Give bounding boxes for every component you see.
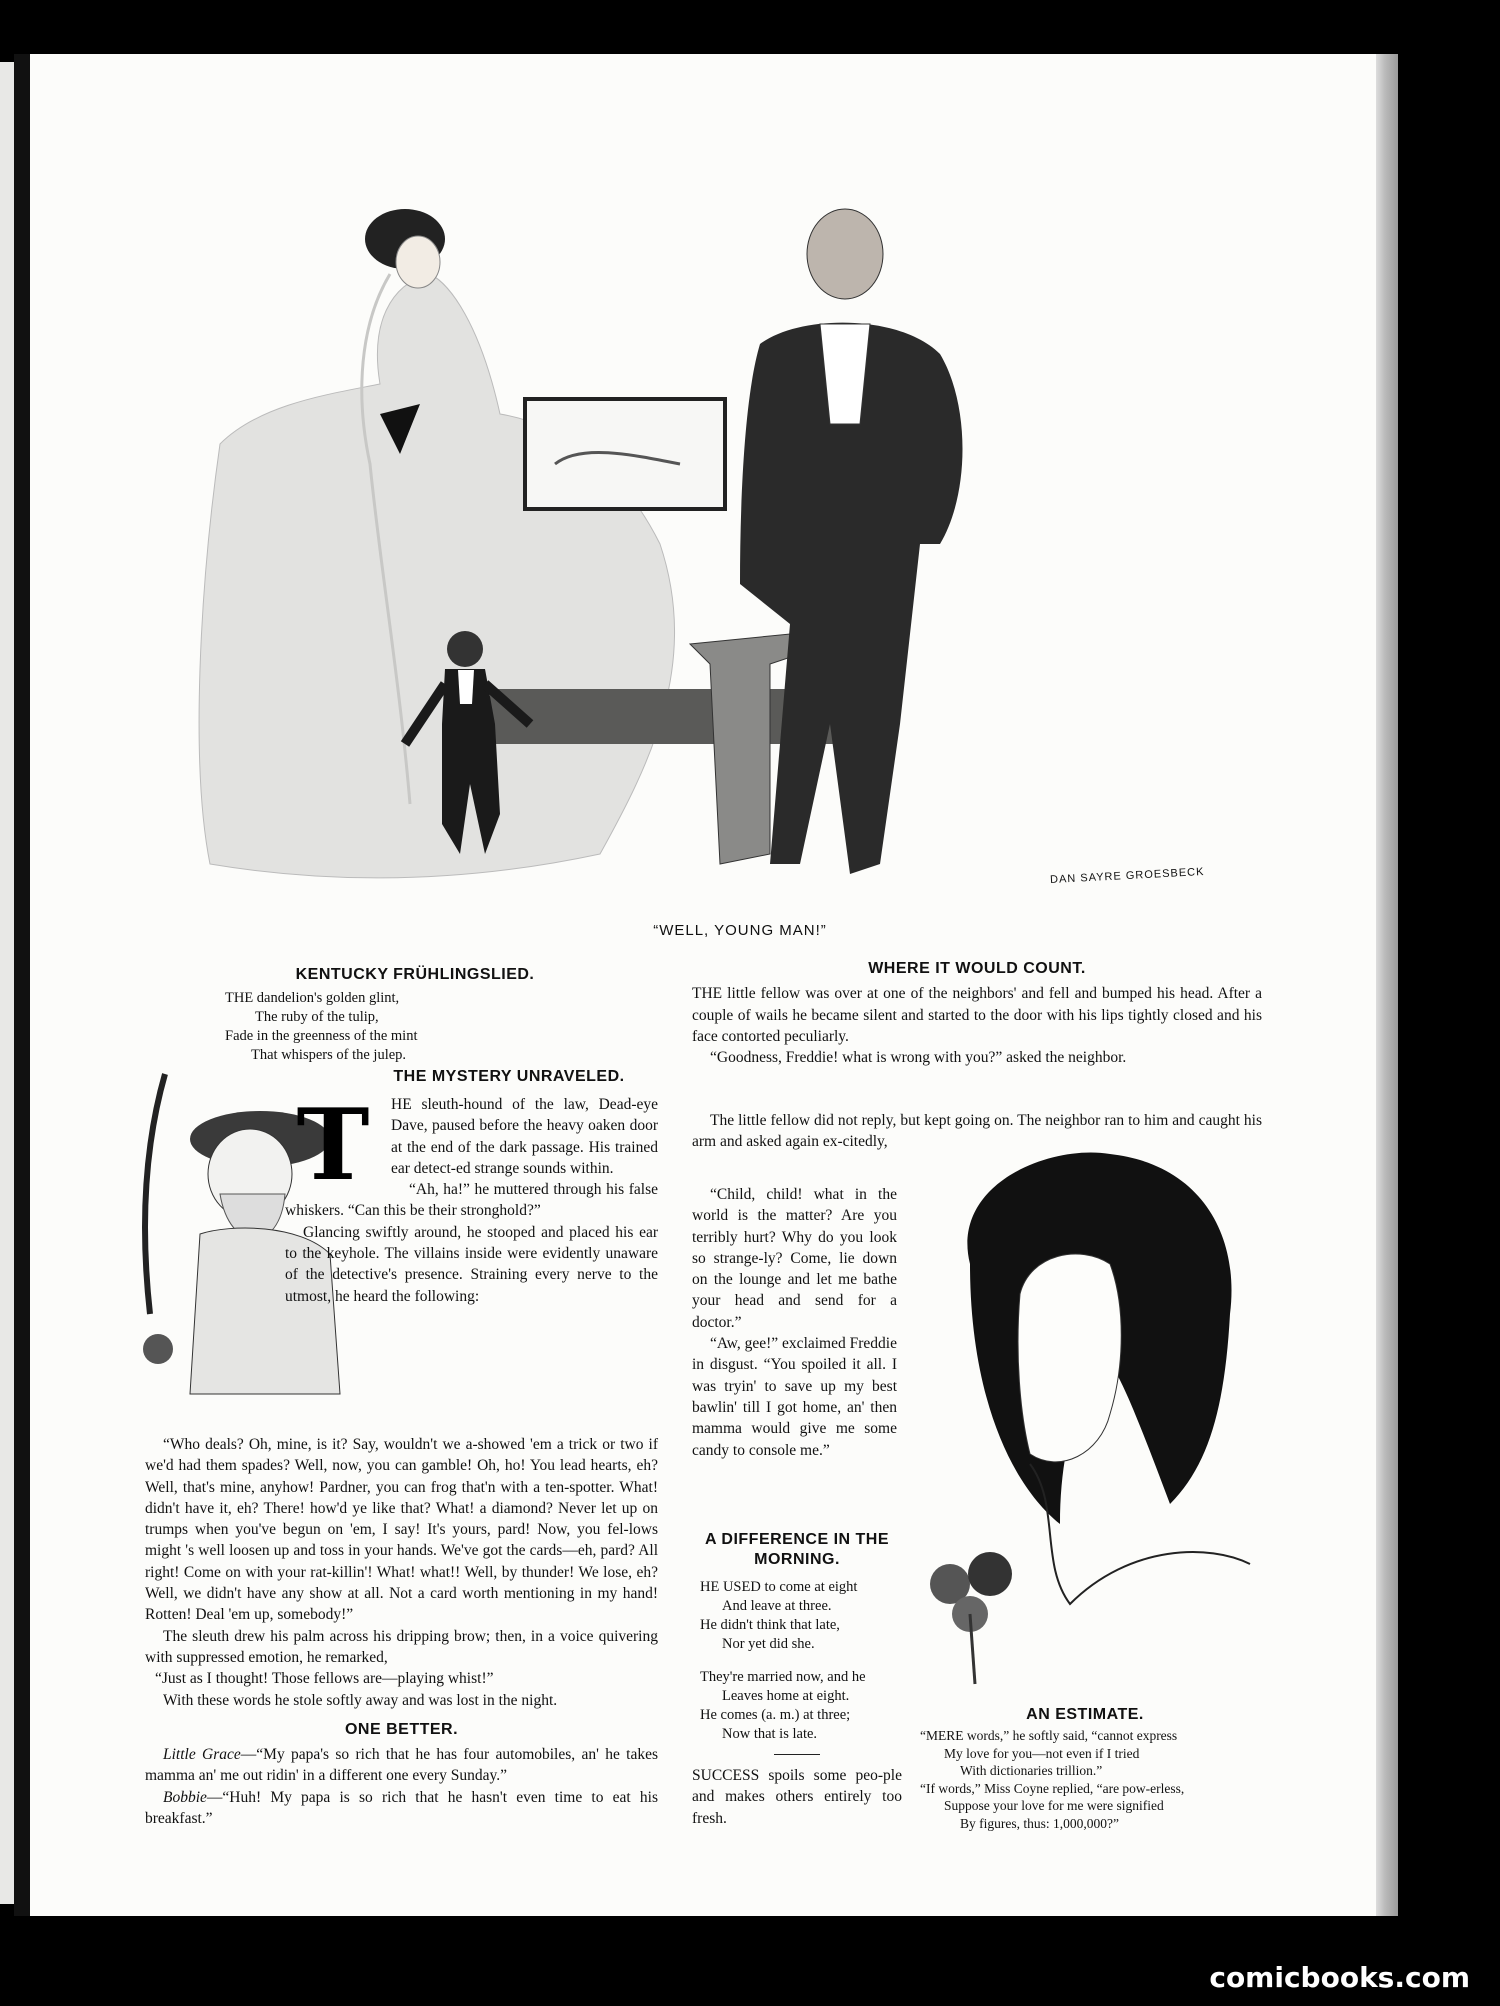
mystery-section bbox=[360, 1066, 658, 1087]
one-better-line: Bobbie—“Huh! My papa is so rich that he hasn't even time to eat his breakfast.” bbox=[145, 1788, 658, 1828]
page-edge bbox=[1376, 54, 1398, 1916]
poem-line: He didn't think that late, bbox=[700, 1617, 840, 1633]
estimate-section bbox=[920, 1704, 1250, 1832]
divider bbox=[774, 1754, 820, 1755]
poem-line: By figures, thus: 1,000,000?” bbox=[960, 1815, 1119, 1831]
drawing-woman-profile bbox=[910, 1144, 1270, 1704]
count-paragraph: “Goodness, Freddie! what is wrong with you?” asked the neighbor. bbox=[710, 1049, 1127, 1067]
dialogue: “Huh! My papa is so rich that he hasn't even time to eat his breakfast.” bbox=[145, 1788, 658, 1828]
illustration-caption: “WELL, YOUNG MAN!” bbox=[653, 922, 827, 939]
where-it-would-count-section bbox=[692, 958, 1262, 1068]
speaker: Bobbie bbox=[163, 1788, 207, 1806]
mystery-paragraph: “Just as I thought! Those fellows are—playing whist!” bbox=[155, 1670, 494, 1688]
difference-section bbox=[692, 1530, 902, 1829]
mystery-paragraph: The sleuth drew his palm across his dripping brow; then, in a voice quivering with suppressed emotion, he remarked, bbox=[145, 1627, 658, 1666]
mystery-paragraph: With these words he stole softly away and was lost in the night. bbox=[163, 1691, 558, 1709]
kentucky-title: KENTUCKY FRÜHLINGSLIED. bbox=[295, 966, 535, 983]
mystery-paragraph: HE sleuth-hound of the law, Dead-eye Dave, paused before the heavy oaken door at the end of the dark passage. His trained ear detect-ed strange sounds within. bbox=[391, 1096, 658, 1177]
magazine-page bbox=[30, 54, 1398, 1916]
estimate-title: AN ESTIMATE. bbox=[1026, 1706, 1144, 1723]
count-title: WHERE IT WOULD COUNT. bbox=[868, 960, 1086, 977]
woman-portrait bbox=[910, 1144, 1270, 1704]
poem-line: Fade in the greenness of the mint bbox=[225, 1028, 418, 1045]
poem-line: Now that is late. bbox=[722, 1726, 818, 1742]
poem-line: “If words,” Miss Coyne replied, “are pow-erless, bbox=[920, 1780, 1185, 1796]
poem-line: And leave at three. bbox=[722, 1598, 832, 1614]
mystery-body bbox=[285, 1088, 658, 1307]
poem-line: Suppose your love for me were signified bbox=[944, 1798, 1164, 1814]
poem-line: My love for you—not even if I tried bbox=[944, 1745, 1140, 1761]
count-paragraph: The little fellow did not reply, but kept going on. The neighbor ran to him and caught his arm and asked again ex-citedly, bbox=[692, 1112, 1262, 1151]
top-illustration bbox=[180, 164, 1240, 924]
poem-line: That whispers of the julep. bbox=[251, 1047, 407, 1064]
speaker: Little Grace bbox=[163, 1746, 241, 1764]
poem-line: “MERE words,” he softly said, “cannot express bbox=[920, 1728, 1178, 1744]
poem-line: Leaves home at eight. bbox=[722, 1688, 850, 1704]
count-paragraph: THE little fellow was over at one of the neighbors' and fell and bumped his head. After a couple of wails he became silent and started to the door with his lips tightly closed and his face contorted peculiarly. bbox=[692, 985, 1262, 1045]
poem-line: Nor yet did she. bbox=[722, 1636, 815, 1652]
one-better-line: Little Grace—“My papa's so rich that he has four automobiles, an' he takes mamma an' me out ridin' in a different one every Sunday.” bbox=[145, 1746, 658, 1785]
mystery-body-continued bbox=[145, 1434, 658, 1829]
success-text: SUCCESS spoils some peo-ple and makes others entirely too fresh. bbox=[692, 1767, 902, 1827]
left-column bbox=[145, 964, 685, 1065]
kentucky-poem bbox=[225, 989, 685, 1065]
poem-line: He comes (a. m.) at three; bbox=[700, 1707, 851, 1723]
mystery-title: THE MYSTERY UNRAVELED. bbox=[393, 1068, 625, 1085]
mystery-paragraph: “Ah, ha!” he muttered through his false whiskers. “Can this be their stronghold?” bbox=[285, 1181, 658, 1220]
mystery-paragraph: “Who deals? Oh, mine, is it? Say, wouldn't we a-showed 'em a trick or two if we'd had them spades? Well, now, you can gamble! Oh, ho! You lead hearts, eh? Well, that's mine, anyhow! Pardner, you can frog that'n with a ten-spotter. What! didn't have it, eh? There! how'd ye like that? What! a diamond? Never let up on trumps when you've begun on 'em, I say! It's yours, pard! Now, you fel-lows might 's well loosen up and toss in your hands. We've got the cards—eh, pard? All right! Come on with your rat-killin'! What! what!! Well, by thunder! We lose, eh? Well, we didn't have any show at all. Not a card worth mentioning in my hand! Rotten! Deal 'em up, somebody!” bbox=[145, 1436, 658, 1624]
difference-title: A DIFFERENCE IN THE MORNING. bbox=[704, 1531, 890, 1568]
count-paragraph: “Aw, gee!” exclaimed Freddie in disgust. “You spoiled it all. I was tryin' to save up my best bawlin' till I got home, an' then mamma would give me some candy to console me.” bbox=[692, 1335, 897, 1459]
poem-line: With dictionaries trillion.” bbox=[960, 1763, 1103, 1779]
facing-page-edge bbox=[0, 62, 14, 1904]
difference-poem bbox=[700, 1578, 902, 1744]
artist-signature: DAN SAYRE GROESBECK bbox=[1049, 865, 1205, 887]
poem-line: THE dandelion's golden glint, bbox=[225, 990, 400, 1007]
poem-line: The ruby of the tulip, bbox=[255, 1009, 379, 1026]
one-better-title: ONE BETTER. bbox=[344, 1720, 459, 1738]
poem-line: HE USED to come at eight bbox=[700, 1579, 858, 1595]
poem-line: They're married now, and he bbox=[700, 1669, 866, 1685]
drawing-woman-man-boy bbox=[180, 164, 1240, 924]
mystery-paragraph: Glancing swiftly around, he stooped and placed his ear to the keyhole. The villains inside were evidently unaware of the detective's presence. Straining every nerve to the utmost, he heard the following: bbox=[285, 1223, 658, 1305]
drop-cap-t: T bbox=[296, 1088, 370, 1203]
estimate-poem bbox=[920, 1727, 1250, 1832]
dialogue: “My papa's so rich that he has four automobiles, an' he takes mamma an' me out ridin' in a different one every Sunday.” bbox=[145, 1746, 658, 1785]
count-body-3 bbox=[692, 1184, 897, 1461]
page-shadow bbox=[14, 54, 30, 1916]
site-watermark: comicbooks.com bbox=[1209, 1961, 1470, 1994]
count-paragraph: “Child, child! what in the world is the matter? Are you terribly hurt? Why do you look so strange-ly? Come, lie down on the lounge and let me bathe your head and send for a doctor.” bbox=[692, 1186, 897, 1331]
